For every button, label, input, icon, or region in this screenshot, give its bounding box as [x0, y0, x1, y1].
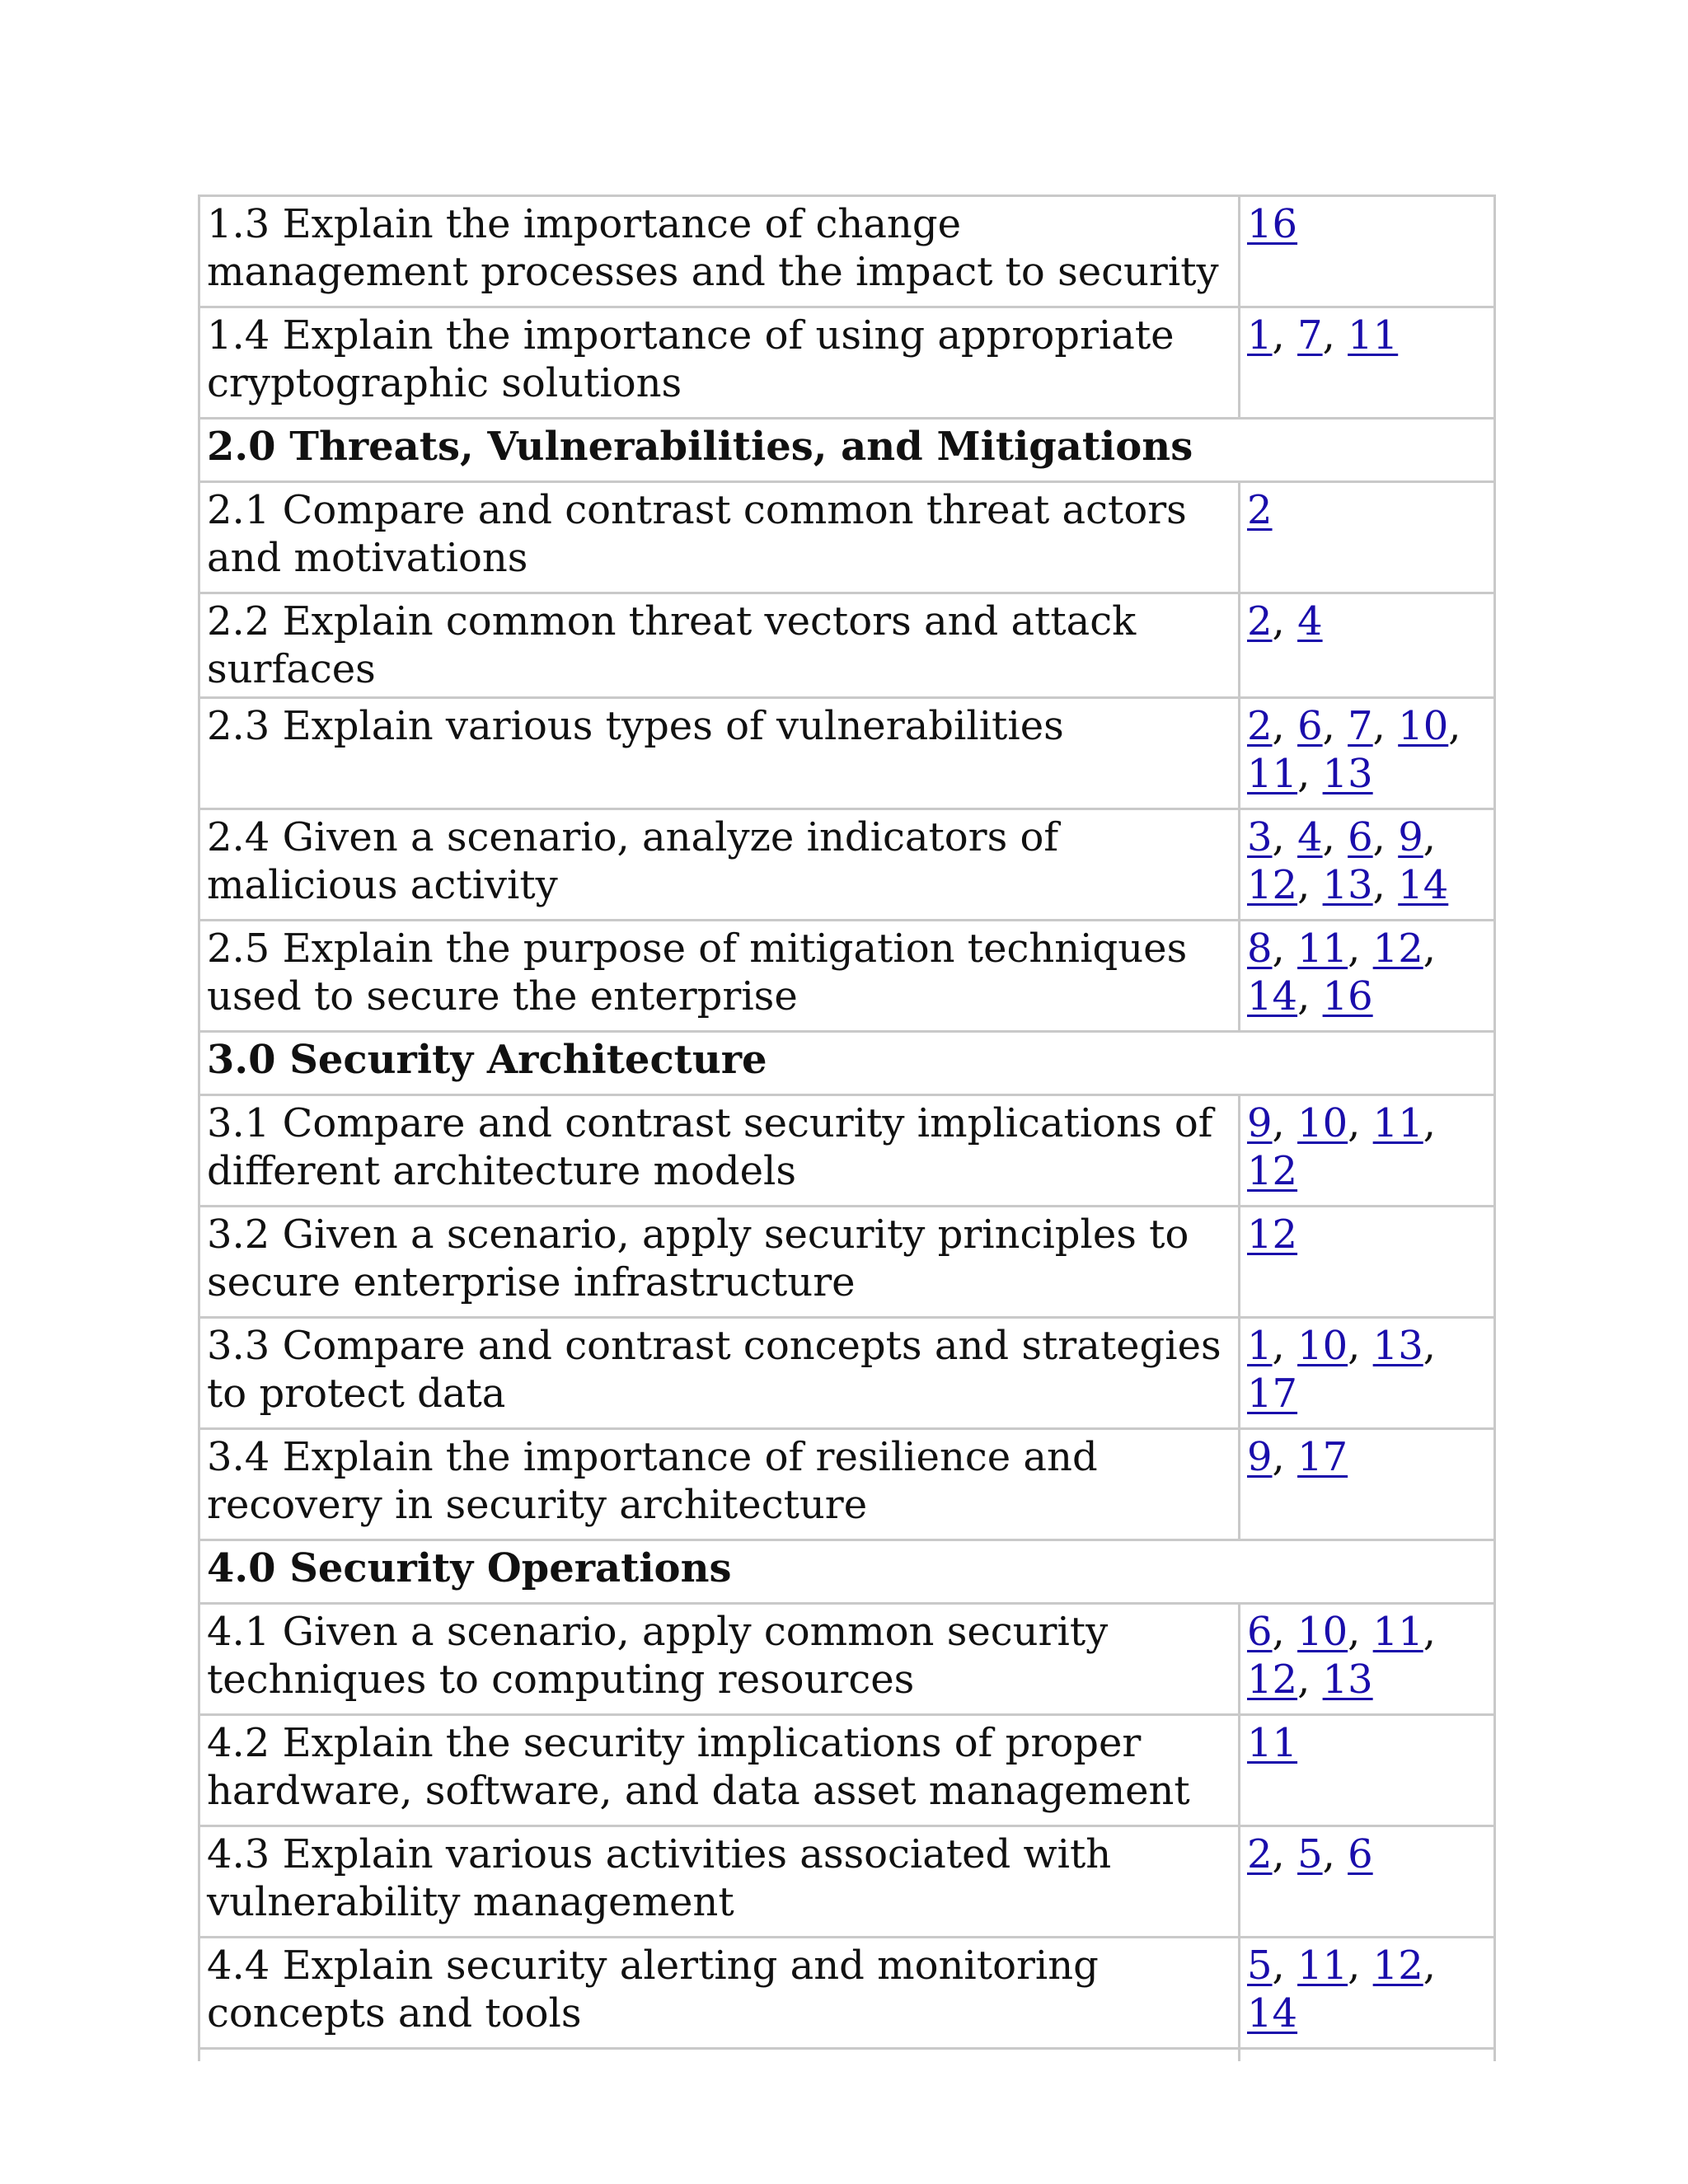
table-body	[199, 196, 1495, 2062]
ref-separator: ,	[1423, 814, 1436, 860]
chapter-link[interactable]: 6	[1297, 703, 1323, 749]
chapter-link[interactable]: 4	[1297, 814, 1323, 860]
objective-row	[199, 921, 1495, 1032]
objective-row	[199, 482, 1495, 593]
objective-text: 4.4 Explain security alerting and monitoring concepts and tools	[199, 1938, 1240, 2049]
chapter-link[interactable]: 14	[1247, 973, 1298, 1019]
ref-separator: ,	[1423, 1323, 1436, 1369]
chapter-refs-cell	[1240, 593, 1495, 698]
chapter-link[interactable]: 5	[1297, 1831, 1323, 1877]
chapter-link[interactable]: 12	[1247, 1212, 1298, 1258]
chapter-link[interactable]: 12	[1247, 1657, 1298, 1703]
ref-separator: ,	[1448, 703, 1461, 749]
objective-row	[199, 698, 1495, 809]
ref-separator: ,	[1423, 1609, 1436, 1655]
chapter-link[interactable]: 10	[1297, 1609, 1348, 1655]
objective-text: 1.4 Explain the importance of using appropriate cryptographic solutions	[199, 307, 1240, 419]
chapter-refs-cell	[1240, 1318, 1495, 1429]
chapter-link[interactable]: 6	[1348, 814, 1373, 860]
chapter-link[interactable]: 10	[1297, 1323, 1348, 1369]
chapter-link[interactable]: 9	[1247, 1434, 1273, 1480]
chapter-link[interactable]: 9	[1247, 1100, 1273, 1146]
ref-separator: ,	[1272, 1434, 1298, 1480]
ref-separator: ,	[1322, 814, 1348, 860]
ref-separator: ,	[1297, 973, 1323, 1019]
ref-separator: ,	[1372, 703, 1399, 749]
chapter-link[interactable]: 11	[1297, 1943, 1348, 1989]
chapter-link[interactable]: 13	[1372, 1323, 1423, 1369]
objective-text: 3.2 Given a scenario, apply security principles to secure enterprise infrastructure	[199, 1207, 1240, 1318]
chapter-link[interactable]: 2	[1247, 487, 1273, 533]
objective-row	[199, 1604, 1495, 1715]
chapter-link[interactable]: 7	[1297, 312, 1323, 359]
ref-separator: ,	[1322, 703, 1348, 749]
chapter-link[interactable]: 5	[1247, 1943, 1273, 1989]
chapter-link[interactable]: 11	[1372, 1100, 1423, 1146]
objective-text: 1.3 Explain the importance of change management processes and the impact to security	[199, 196, 1240, 307]
ref-separator: ,	[1272, 1943, 1298, 1989]
chapter-link[interactable]: 11	[1247, 751, 1298, 797]
domain-heading-row	[199, 1032, 1495, 1095]
ref-separator: ,	[1272, 926, 1298, 972]
chapter-link[interactable]: 12	[1372, 1943, 1423, 1989]
objective-row	[199, 1429, 1495, 1540]
ref-separator: ,	[1423, 1943, 1436, 1989]
chapter-link[interactable]: 7	[1348, 703, 1373, 749]
ref-separator: ,	[1348, 1323, 1373, 1369]
objective-row	[199, 196, 1495, 307]
chapter-refs-cell	[1240, 1207, 1495, 1318]
objective-row	[199, 593, 1495, 698]
ref-separator: ,	[1272, 312, 1298, 359]
chapter-link[interactable]: 13	[1322, 862, 1373, 908]
chapter-link[interactable]: 17	[1297, 1434, 1348, 1480]
ref-separator: ,	[1322, 1831, 1348, 1877]
chapter-link[interactable]: 9	[1398, 814, 1423, 860]
chapter-link[interactable]: 8	[1247, 926, 1273, 972]
chapter-link[interactable]: 6	[1348, 1831, 1373, 1877]
chapter-link[interactable]: 2	[1247, 703, 1273, 749]
ref-separator: ,	[1272, 703, 1298, 749]
chapter-link[interactable]: 11	[1247, 1720, 1298, 1766]
continuation-cell	[199, 2049, 1240, 2062]
ref-separator: ,	[1348, 1100, 1373, 1146]
ref-separator: ,	[1272, 1831, 1298, 1877]
chapter-link[interactable]: 4	[1297, 598, 1323, 644]
domain-heading: 3.0 Security Architecture	[199, 1032, 1495, 1095]
chapter-link[interactable]: 2	[1247, 1831, 1273, 1877]
ref-separator: ,	[1348, 1609, 1373, 1655]
objective-row	[199, 307, 1495, 419]
ref-separator: ,	[1423, 1100, 1436, 1146]
objective-text: 3.3 Compare and contrast concepts and strategies to protect data	[199, 1318, 1240, 1429]
chapter-link[interactable]: 3	[1247, 814, 1273, 860]
chapter-link[interactable]: 14	[1247, 1990, 1298, 2036]
ref-separator: ,	[1348, 926, 1373, 972]
objectives-table	[198, 194, 1496, 2061]
chapter-link[interactable]: 12	[1247, 862, 1298, 908]
chapter-link[interactable]: 10	[1297, 1100, 1348, 1146]
objective-row	[199, 809, 1495, 921]
chapter-refs-cell	[1240, 698, 1495, 809]
chapter-refs-cell	[1240, 1938, 1495, 2049]
objective-text: 2.1 Compare and contrast common threat actors and motivations	[199, 482, 1240, 593]
objective-text: 3.4 Explain the importance of resilience and recovery in security architecture	[199, 1429, 1240, 1540]
objective-text: 4.1 Given a scenario, apply common security techniques to computing resources	[199, 1604, 1240, 1715]
chapter-link[interactable]: 11	[1348, 312, 1399, 359]
ref-separator: ,	[1272, 1323, 1298, 1369]
ref-separator: ,	[1322, 312, 1348, 359]
objective-row	[199, 1715, 1495, 1826]
chapter-refs-cell	[1240, 921, 1495, 1032]
ref-separator: ,	[1372, 862, 1399, 908]
objective-text: 2.3 Explain various types of vulnerabilities	[199, 698, 1240, 809]
ref-separator: ,	[1372, 814, 1399, 860]
chapter-link[interactable]: 12	[1247, 1148, 1298, 1194]
chapter-link[interactable]: 16	[1247, 201, 1298, 247]
chapter-refs-cell	[1240, 1715, 1495, 1826]
chapter-link[interactable]: 1	[1247, 1323, 1273, 1369]
chapter-link[interactable]: 11	[1372, 1609, 1423, 1655]
objective-row	[199, 1938, 1495, 2049]
continuation-cell	[1240, 2049, 1495, 2062]
ref-separator: ,	[1297, 751, 1323, 797]
domain-heading: 4.0 Security Operations	[199, 1540, 1495, 1604]
chapter-refs-cell	[1240, 1604, 1495, 1715]
chapter-link[interactable]: 13	[1322, 751, 1373, 797]
table-continuation	[199, 2049, 1495, 2062]
objective-text: 4.3 Explain various activities associated with vulnerability management	[199, 1826, 1240, 1938]
chapter-refs-cell	[1240, 482, 1495, 593]
ref-separator: ,	[1272, 1609, 1298, 1655]
chapter-link[interactable]: 2	[1247, 598, 1273, 644]
chapter-refs-cell	[1240, 809, 1495, 921]
chapter-link[interactable]: 14	[1398, 862, 1449, 908]
domain-heading-row	[199, 419, 1495, 482]
objective-text: 2.4 Given a scenario, analyze indicators of malicious activity	[199, 809, 1240, 921]
chapter-link[interactable]: 11	[1297, 926, 1348, 972]
ref-separator: ,	[1272, 598, 1298, 644]
chapter-link[interactable]: 13	[1322, 1657, 1373, 1703]
chapter-link[interactable]: 1	[1247, 312, 1273, 359]
objective-row	[199, 1826, 1495, 1938]
objective-row	[199, 1318, 1495, 1429]
domain-heading: 2.0 Threats, Vulnerabilities, and Mitigations	[199, 419, 1495, 482]
objective-row	[199, 1207, 1495, 1318]
chapter-refs-cell	[1240, 196, 1495, 307]
ref-separator: ,	[1297, 1657, 1323, 1703]
chapter-refs-cell	[1240, 1826, 1495, 1938]
chapter-refs-cell	[1240, 1095, 1495, 1207]
domain-heading-row	[199, 1540, 1495, 1604]
objective-text: 2.2 Explain common threat vectors and attack surfaces	[199, 593, 1240, 698]
ref-separator: ,	[1423, 926, 1436, 972]
objective-row	[199, 1095, 1495, 1207]
ref-separator: ,	[1297, 862, 1323, 908]
objective-text: 2.5 Explain the purpose of mitigation techniques used to secure the enterprise	[199, 921, 1240, 1032]
objective-text: 4.2 Explain the security implications of proper hardware, software, and data asset management	[199, 1715, 1240, 1826]
ref-separator: ,	[1348, 1943, 1373, 1989]
chapter-refs-cell	[1240, 1429, 1495, 1540]
chapter-link[interactable]: 17	[1247, 1371, 1298, 1417]
ref-separator: ,	[1272, 814, 1298, 860]
chapter-refs-cell	[1240, 307, 1495, 419]
chapter-link[interactable]: 6	[1247, 1609, 1273, 1655]
objective-text: 3.1 Compare and contrast security implications of different architecture models	[199, 1095, 1240, 1207]
chapter-link[interactable]: 12	[1372, 926, 1423, 972]
chapter-link[interactable]: 10	[1398, 703, 1449, 749]
ref-separator: ,	[1272, 1100, 1298, 1146]
chapter-link[interactable]: 16	[1322, 973, 1373, 1019]
